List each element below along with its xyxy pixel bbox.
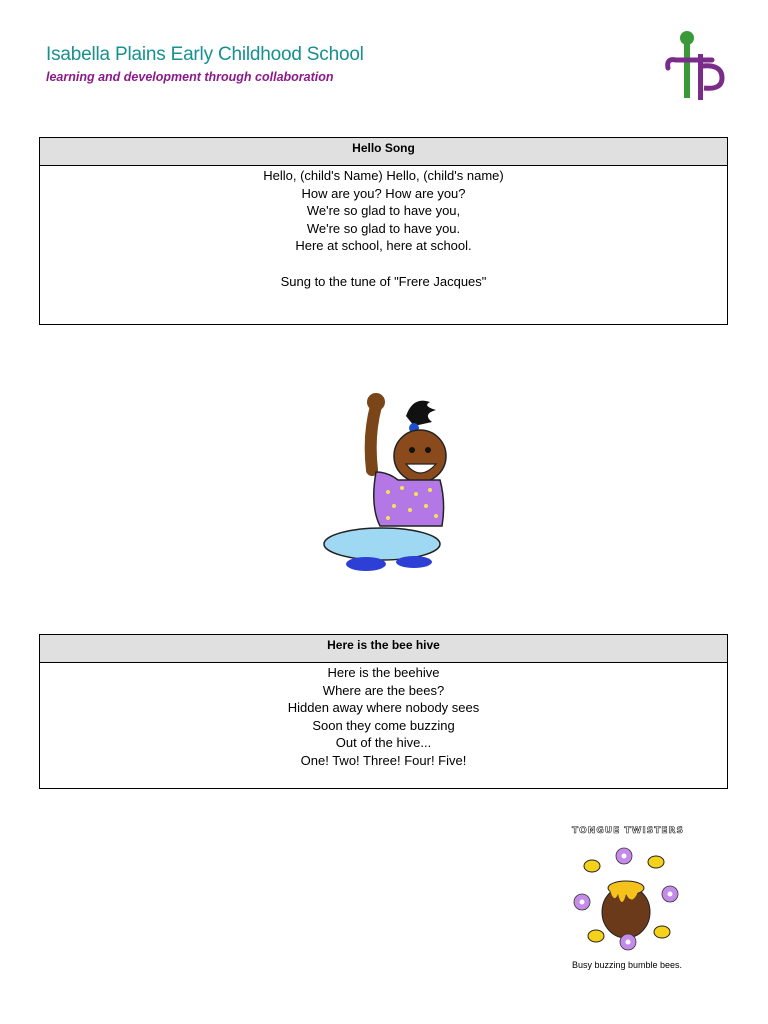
lyric-line: Soon they come buzzing bbox=[312, 717, 455, 733]
lyric-line: Where are the bees? bbox=[322, 682, 445, 698]
lyric-line bbox=[40, 255, 727, 273]
tongue-twisters-title: TONGUE TWISTERS bbox=[572, 826, 684, 836]
lyric-line: Here is the beehive bbox=[327, 665, 440, 680]
school-name: Isabella Plains Early Childhood School bbox=[46, 44, 364, 65]
waving-child-illustration bbox=[318, 376, 448, 580]
lyric-line: Here at school, here at school. bbox=[295, 238, 472, 254]
lyric-line: One! Two! Three! Four! Five! bbox=[300, 752, 467, 768]
school-tagline: learning and development through collaboration bbox=[46, 70, 334, 84]
bee-hive-box bbox=[39, 634, 728, 789]
lyric-line: How are you? How are you? bbox=[301, 185, 466, 201]
tune-note: Sung to the tune of "Frere Jacques" bbox=[280, 273, 487, 289]
hello-song-box bbox=[39, 137, 728, 325]
bee-hive-title: Here is the bee hive bbox=[40, 635, 727, 663]
lyric-line: We're so glad to have you. bbox=[306, 220, 461, 236]
bee-caption: Busy buzzing bumble bees. bbox=[571, 960, 683, 970]
bee-hive-lyrics bbox=[40, 663, 727, 770]
honey-pot-bees-illustration bbox=[562, 824, 692, 974]
lyric-line: Hello, (child's Name) Hello, (child's name) bbox=[263, 168, 504, 183]
lyric-line: Out of the hive... bbox=[335, 735, 432, 751]
hello-song-title: Hello Song bbox=[40, 138, 727, 166]
school-logo bbox=[662, 28, 728, 100]
lyric-line: Hidden away where nobody sees bbox=[287, 700, 480, 716]
hello-song-lyrics bbox=[40, 166, 727, 290]
lyric-line: We're so glad to have you, bbox=[306, 203, 461, 219]
